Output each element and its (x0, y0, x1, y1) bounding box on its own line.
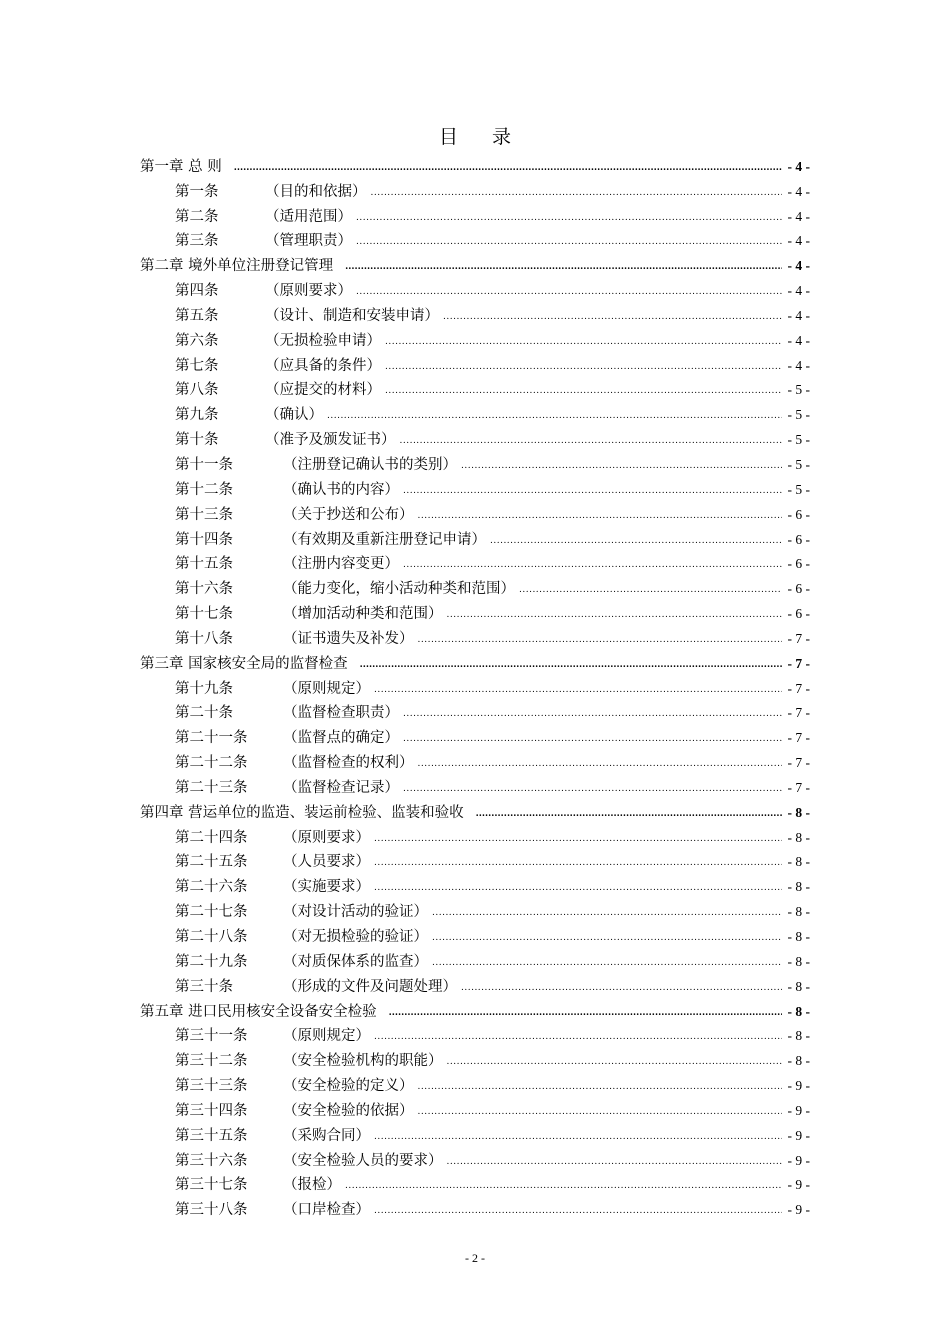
toc-entry-subtitle: （对质保体系的监查） (283, 953, 428, 970)
toc-article-entry[interactable] (140, 1194, 810, 1219)
toc-entry-page: - 4 - (787, 283, 810, 299)
toc-entry-page: - 7 - (787, 705, 810, 721)
toc-dot-leader (374, 832, 782, 844)
toc-entry-number: 第三十一条 (175, 1028, 248, 1045)
toc-article-entry[interactable] (140, 449, 810, 474)
toc-article-entry[interactable] (140, 1021, 810, 1046)
toc-entry-number: 第六条 (175, 332, 219, 349)
toc-entry-page: - 8 - (787, 879, 810, 895)
toc-entry-number: 第二十六条 (175, 879, 248, 896)
toc-entry-number: 第十六条 (175, 581, 233, 598)
toc-entry-subtitle: （人员要求） (283, 854, 370, 871)
toc-entry-subtitle: （管理职责） (265, 233, 352, 250)
toc-entry-page: - 7 - (787, 655, 810, 671)
toc-entry-number: 第一章 总 则 (140, 158, 222, 175)
toc-entry-number: 第十一条 (175, 456, 233, 473)
toc-dot-leader (234, 161, 782, 173)
toc-entry-number: 第十九条 (175, 680, 233, 697)
toc-entry-number: 第十五条 (175, 556, 233, 573)
toc-entry-page: - 6 - (787, 531, 810, 547)
toc-dot-leader (461, 981, 782, 993)
toc-article-entry[interactable] (140, 1145, 810, 1170)
toc-entry-page: - 5 - (787, 456, 810, 472)
toc-entry-page: - 4 - (787, 233, 810, 249)
toc-article-entry[interactable] (140, 698, 810, 723)
toc-entry-subtitle: （监督检查职责） (283, 705, 399, 722)
toc-entry-subtitle: （原则要求） (283, 829, 370, 846)
toc-entry-number: 第七条 (175, 357, 219, 374)
toc-entry-page: - 7 - (787, 755, 810, 771)
toc-article-entry[interactable] (140, 1095, 810, 1120)
toc-entry-page: - 8 - (787, 854, 810, 870)
toc-entry-number: 第八条 (175, 382, 219, 399)
toc-entry-number: 第十七条 (175, 606, 233, 623)
toc-dot-leader (447, 1055, 782, 1067)
toc-article-entry[interactable] (140, 499, 810, 524)
toc-article-entry[interactable] (140, 549, 810, 574)
toc-entry-subtitle: （原则规定） (283, 680, 370, 697)
toc-entry-page: - 9 - (787, 1102, 810, 1118)
toc-entry-subtitle: （应具备的条件） (265, 357, 381, 374)
toc-dot-leader (374, 881, 782, 893)
toc-article-entry[interactable] (140, 300, 810, 325)
toc-dot-leader (374, 1030, 782, 1042)
toc-dot-leader (356, 211, 782, 223)
toc-entry-subtitle: （适用范围） (265, 208, 352, 225)
toc-entry-subtitle: （能力变化，缩小活动种类和范围） (283, 581, 515, 598)
table-of-contents (140, 151, 810, 1219)
toc-article-entry[interactable] (140, 1070, 810, 1095)
toc-entry-page: - 8 - (787, 1003, 810, 1019)
toc-entry-page: - 5 - (787, 432, 810, 448)
toc-entry-page: - 5 - (787, 481, 810, 497)
toc-article-entry[interactable] (140, 474, 810, 499)
toc-chapter-entry[interactable] (140, 996, 810, 1021)
toc-entry-page: - 8 - (787, 1053, 810, 1069)
toc-entry-subtitle: （增加活动种类和范围） (283, 606, 443, 623)
toc-dot-leader (403, 707, 782, 719)
toc-entry-number: 第三十八条 (175, 1202, 248, 1219)
toc-entry-subtitle: （设计、制造和安装申请） (265, 307, 439, 324)
toc-entry-page: - 5 - (787, 382, 810, 398)
toc-entry-subtitle: （采购合同） (283, 1127, 370, 1144)
toc-chapter-entry[interactable] (140, 250, 810, 275)
toc-dot-leader (345, 260, 781, 272)
toc-entry-subtitle: （安全检验的定义） (283, 1078, 414, 1095)
toc-article-entry[interactable] (140, 226, 810, 251)
toc-entry-number: 第二十一条 (175, 730, 248, 747)
toc-entry-number: 第九条 (175, 407, 219, 424)
toc-entry-subtitle: （安全检验的依据） (283, 1102, 414, 1119)
toc-entry-number: 第三条 (175, 233, 219, 250)
page-number: - 2 - (465, 1251, 485, 1265)
toc-entry-page: - 4 - (787, 158, 810, 174)
toc-dot-leader (403, 732, 782, 744)
toc-entry-number: 第二十七条 (175, 904, 248, 921)
toc-entry-subtitle: （形成的文件及问题处理） (283, 978, 457, 995)
toc-article-entry[interactable] (140, 747, 810, 772)
toc-dot-leader (490, 534, 782, 546)
toc-entry-subtitle: （准予及颁发证书） (265, 432, 396, 449)
toc-article-entry[interactable] (140, 201, 810, 226)
toc-entry-page: - 9 - (787, 1202, 810, 1218)
toc-entry-page: - 8 - (787, 804, 810, 820)
toc-entry-number: 第一条 (175, 183, 219, 200)
toc-dot-leader (374, 856, 782, 868)
toc-dot-leader (403, 558, 782, 570)
toc-entry-page: - 5 - (787, 407, 810, 423)
toc-entry-page: - 6 - (787, 556, 810, 572)
toc-entry-number: 第二十二条 (175, 755, 248, 772)
toc-dot-leader (385, 360, 782, 372)
toc-article-entry[interactable] (140, 971, 810, 996)
toc-entry-number: 第四条 (175, 283, 219, 300)
toc-entry-page: - 4 - (787, 332, 810, 348)
toc-entry-number: 第三十条 (175, 978, 233, 995)
toc-article-entry[interactable] (140, 623, 810, 648)
toc-dot-leader (371, 186, 782, 198)
toc-entry-page: - 4 - (787, 183, 810, 199)
toc-entry-number: 第二十九条 (175, 953, 248, 970)
toc-entry-number: 第二十八条 (175, 929, 248, 945)
toc-entry-number: 第二章 境外单位注册登记管理 (140, 258, 334, 275)
toc-entry-number: 第二十三条 (175, 779, 248, 796)
toc-entry-subtitle: （确认书的内容） (283, 481, 399, 498)
toc-entry-page: - 9 - (787, 1078, 810, 1094)
toc-dot-leader (461, 459, 782, 471)
toc-article-entry[interactable] (140, 325, 810, 350)
toc-entry-page: - 8 - (787, 904, 810, 920)
toc-article-entry[interactable] (140, 822, 810, 847)
toc-entry-number: 第十条 (175, 432, 219, 449)
toc-entry-page: - 4 - (787, 258, 810, 274)
toc-article-entry[interactable] (140, 871, 810, 896)
toc-entry-page: - 9 - (787, 1127, 810, 1143)
toc-dot-leader (374, 1130, 782, 1142)
toc-article-entry[interactable] (140, 847, 810, 872)
toc-entry-subtitle: （有效期及重新注册登记申请） (283, 531, 486, 548)
toc-entry-number: 第三章 国家核安全局的监督检查 (140, 655, 348, 672)
toc-article-entry[interactable] (140, 424, 810, 449)
toc-dot-leader (418, 1105, 782, 1117)
toc-entry-page: - 8 - (787, 978, 810, 994)
toc-article-entry[interactable] (140, 896, 810, 921)
toc-article-entry[interactable] (140, 598, 810, 623)
toc-article-entry[interactable] (140, 1045, 810, 1070)
toc-entry-page: - 7 - (787, 630, 810, 646)
toc-article-entry[interactable] (140, 722, 810, 747)
toc-dot-leader (400, 434, 782, 446)
toc-article-entry[interactable] (140, 573, 810, 598)
toc-dot-leader (385, 335, 782, 347)
toc-article-entry[interactable] (140, 921, 810, 946)
toc-dot-leader (418, 757, 782, 769)
toc-entry-subtitle: （实施要求） (283, 879, 370, 896)
toc-entry-number: 第四章 营运单位的监造、装运前检验、监装和验收 (140, 804, 464, 821)
toc-entry-subtitle: （对无损检验的验证） (283, 929, 428, 945)
toc-entry-page: - 7 - (787, 779, 810, 795)
toc-dot-leader (403, 484, 782, 496)
toc-dot-leader (360, 658, 782, 670)
toc-entry-subtitle: （注册登记确认书的类别） (283, 456, 457, 473)
toc-entry-subtitle: （监督检查的权利） (283, 755, 414, 772)
toc-dot-leader (356, 285, 782, 297)
toc-article-entry[interactable] (140, 772, 810, 797)
toc-dot-leader (432, 956, 782, 968)
toc-dot-leader (447, 608, 782, 620)
toc-entry-number: 第十四条 (175, 531, 233, 548)
toc-entry-number: 第十二条 (175, 481, 233, 498)
toc-dot-leader (418, 1080, 782, 1092)
toc-entry-subtitle: （报检） (283, 1177, 341, 1194)
toc-entry-subtitle: （确认） (265, 407, 323, 424)
toc-entry-subtitle: （关于抄送和公布） (283, 506, 414, 523)
toc-article-entry[interactable] (140, 946, 810, 971)
toc-entry-subtitle: （无损检验申请） (265, 332, 381, 349)
toc-entry-page: - 8 - (787, 1028, 810, 1044)
toc-entry-number: 第三十七条 (175, 1177, 248, 1194)
toc-entry-number: 第二条 (175, 208, 219, 225)
toc-dot-leader (443, 310, 782, 322)
toc-entry-number: 第三十四条 (175, 1102, 248, 1119)
toc-entry-number: 第五条 (175, 307, 219, 324)
toc-entry-number: 第三十五条 (175, 1127, 248, 1144)
toc-entry-page: - 7 - (787, 680, 810, 696)
toc-entry-page: - 7 - (787, 730, 810, 746)
toc-dot-leader (519, 583, 782, 595)
toc-entry-subtitle: （对设计活动的验证） (283, 904, 428, 921)
toc-dot-leader (432, 906, 782, 918)
toc-dot-leader (389, 1006, 782, 1018)
toc-dot-leader (327, 409, 782, 421)
toc-dot-leader (447, 1155, 782, 1167)
toc-entry-page: - 8 - (787, 953, 810, 969)
toc-article-entry[interactable] (140, 399, 810, 424)
toc-entry-page: - 4 - (787, 307, 810, 323)
toc-title: 目录 (438, 126, 545, 148)
toc-chapter-entry[interactable] (140, 797, 810, 822)
toc-article-entry[interactable] (140, 176, 810, 201)
toc-entry-subtitle: （安全检验人员的要求） (283, 1152, 443, 1169)
toc-entry-page: - 4 - (787, 208, 810, 224)
toc-entry-subtitle: （口岸检查） (283, 1202, 370, 1219)
toc-article-entry[interactable] (140, 275, 810, 300)
toc-entry-subtitle: （目的和依据） (265, 183, 367, 200)
toc-entry-page: - 9 - (787, 1177, 810, 1193)
toc-chapter-entry[interactable] (140, 648, 810, 673)
toc-entry-subtitle: （监督检查记录） (283, 779, 399, 796)
toc-entry-number: 第十三条 (175, 506, 233, 523)
toc-article-entry[interactable] (140, 1170, 810, 1195)
toc-entry-number: 第五章 进口民用核安全设备安全检验 (140, 1003, 377, 1020)
toc-entry-number: 第三十三条 (175, 1078, 248, 1095)
toc-dot-leader (385, 384, 782, 396)
toc-article-entry[interactable] (140, 524, 810, 549)
toc-dot-leader (432, 931, 782, 943)
toc-entry-number: 第二十条 (175, 705, 233, 722)
toc-entry-page: - 6 - (787, 606, 810, 622)
toc-entry-page: - 4 - (787, 357, 810, 373)
toc-entry-number: 第三十六条 (175, 1152, 248, 1169)
toc-entry-number: 第十八条 (175, 630, 233, 647)
toc-article-entry[interactable] (140, 375, 810, 400)
toc-chapter-entry[interactable] (140, 151, 810, 176)
toc-dot-leader (418, 633, 782, 645)
toc-entry-subtitle: （监督点的确定） (283, 730, 399, 747)
toc-article-entry[interactable] (140, 1120, 810, 1145)
toc-entry-subtitle: （应提交的材料） (265, 382, 381, 399)
toc-entry-page: - 6 - (787, 581, 810, 597)
toc-dot-leader (418, 509, 782, 521)
toc-entry-page: - 9 - (787, 1152, 810, 1168)
toc-entry-subtitle: （注册内容变更） (283, 556, 399, 573)
toc-entry-subtitle: （证书遗失及补发） (283, 630, 414, 647)
toc-entry-subtitle: （安全检验机构的职能） (283, 1053, 443, 1070)
toc-dot-leader (374, 683, 782, 695)
toc-dot-leader (345, 1179, 782, 1191)
toc-entry-page: - 8 - (787, 829, 810, 845)
toc-entry-subtitle: （原则要求） (265, 283, 352, 300)
toc-entry-number: 第二十五条 (175, 854, 248, 871)
toc-entry-number: 第二十四条 (175, 829, 248, 846)
toc-article-entry[interactable] (140, 350, 810, 375)
toc-dot-leader (356, 235, 782, 247)
toc-dot-leader (403, 782, 782, 794)
toc-article-entry[interactable] (140, 673, 810, 698)
toc-entry-subtitle: （原则规定） (283, 1028, 370, 1045)
toc-entry-page: - 6 - (787, 506, 810, 522)
toc-entry-number: 第三十二条 (175, 1053, 248, 1070)
toc-dot-leader (374, 1204, 782, 1216)
toc-dot-leader (476, 807, 782, 819)
toc-entry-page: - 8 - (787, 929, 810, 944)
